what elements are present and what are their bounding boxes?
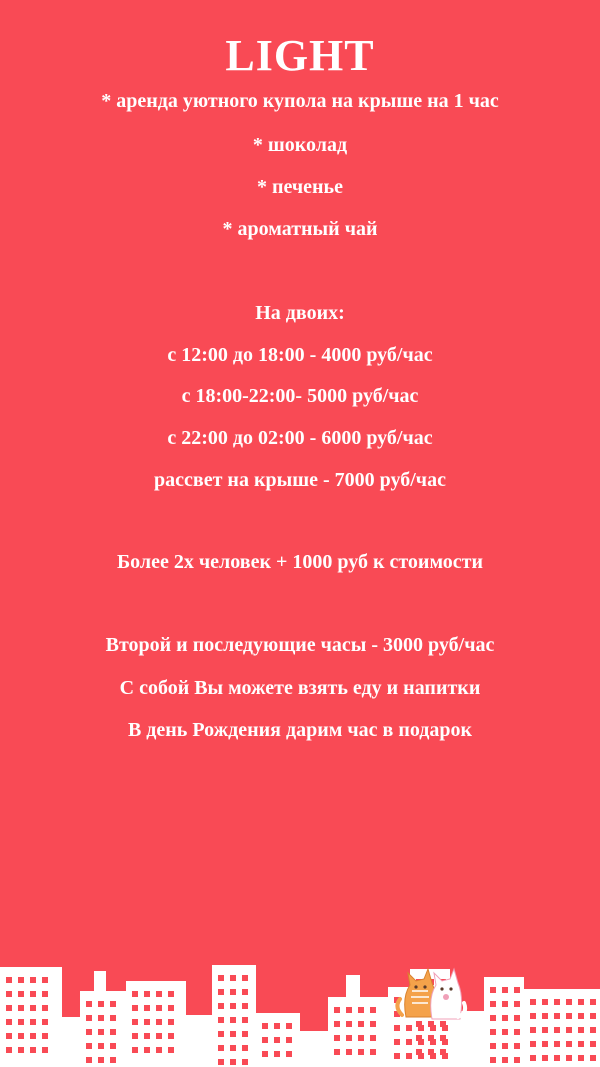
window	[168, 1033, 174, 1039]
window	[230, 1017, 236, 1023]
window	[370, 1021, 376, 1027]
window	[370, 1035, 376, 1041]
window	[358, 1007, 364, 1013]
window	[132, 1005, 138, 1011]
window	[530, 1027, 536, 1033]
window	[554, 999, 560, 1005]
window	[578, 1027, 584, 1033]
window	[30, 1019, 36, 1025]
building	[186, 1015, 212, 1067]
window	[262, 1023, 268, 1029]
window	[98, 1043, 104, 1049]
window	[490, 1043, 496, 1049]
window	[358, 1021, 364, 1027]
window	[578, 1041, 584, 1047]
window	[590, 1013, 596, 1019]
window	[514, 1015, 520, 1021]
window	[230, 1003, 236, 1009]
include-item-chocolate: * шоколад	[252, 134, 348, 156]
package-title: LIGHT	[225, 31, 375, 80]
window	[242, 1059, 248, 1065]
window	[110, 1001, 116, 1007]
window	[416, 1035, 422, 1041]
window	[542, 999, 548, 1005]
window	[428, 1049, 434, 1055]
include-item-tea: * ароматный чай	[222, 218, 378, 240]
include-item-dome-rental: * аренда уютного купола на крыше на 1 час	[101, 90, 499, 112]
building	[62, 1017, 80, 1067]
window	[530, 1013, 536, 1019]
window	[110, 1057, 116, 1063]
window	[218, 1031, 224, 1037]
window	[440, 1021, 446, 1027]
price-row: с 12:00 до 18:00 - 4000 руб/час	[167, 344, 433, 366]
window	[42, 977, 48, 983]
window	[132, 1033, 138, 1039]
window	[6, 1019, 12, 1025]
window	[334, 1007, 340, 1013]
window	[98, 1015, 104, 1021]
window	[18, 1019, 24, 1025]
window	[30, 977, 36, 983]
price-row: с 22:00 до 02:00 - 6000 руб/час	[167, 427, 433, 449]
window	[514, 1001, 520, 1007]
window	[530, 1041, 536, 1047]
window	[286, 1037, 292, 1043]
window	[156, 1019, 162, 1025]
window	[542, 1041, 548, 1047]
window	[346, 1007, 352, 1013]
window	[502, 1057, 508, 1063]
window	[230, 1059, 236, 1065]
window	[590, 1041, 596, 1047]
window	[218, 1017, 224, 1023]
window	[86, 1043, 92, 1049]
window	[218, 1003, 224, 1009]
window	[502, 987, 508, 993]
window	[542, 1027, 548, 1033]
window	[98, 1057, 104, 1063]
window	[578, 1013, 584, 1019]
window	[132, 1047, 138, 1053]
window	[502, 1001, 508, 1007]
window	[42, 1005, 48, 1011]
window	[370, 1007, 376, 1013]
window	[156, 1047, 162, 1053]
window	[218, 989, 224, 995]
window	[502, 1015, 508, 1021]
window	[566, 1055, 572, 1061]
note-line: С собой Вы можете взять еду и напитки	[119, 677, 481, 699]
window	[428, 1035, 434, 1041]
window	[286, 1051, 292, 1057]
window	[490, 987, 496, 993]
window	[566, 1027, 572, 1033]
price-row: рассвет на крыше - 7000 руб/час	[154, 469, 446, 491]
window	[18, 977, 24, 983]
window	[18, 1005, 24, 1011]
window	[168, 991, 174, 997]
window	[42, 1047, 48, 1053]
window	[554, 1041, 560, 1047]
window	[156, 991, 162, 997]
window	[218, 1059, 224, 1065]
note-line: Второй и последующие часы - 3000 руб/час	[105, 634, 495, 656]
window	[230, 975, 236, 981]
window	[334, 1021, 340, 1027]
window	[346, 1035, 352, 1041]
window	[98, 1029, 104, 1035]
window	[566, 1013, 572, 1019]
window	[416, 1021, 422, 1027]
window	[370, 1049, 376, 1055]
window	[514, 987, 520, 993]
window	[566, 1041, 572, 1047]
window	[144, 1019, 150, 1025]
window	[334, 1035, 340, 1041]
window	[406, 1025, 412, 1031]
window	[346, 1021, 352, 1027]
window	[86, 1029, 92, 1035]
window	[110, 1015, 116, 1021]
window	[274, 1023, 280, 1029]
window	[514, 1029, 520, 1035]
window	[168, 1005, 174, 1011]
window	[156, 1033, 162, 1039]
pricing-heading: На двоих:	[255, 302, 345, 324]
window	[242, 1017, 248, 1023]
window	[144, 1033, 150, 1039]
window	[86, 1001, 92, 1007]
window	[590, 1055, 596, 1061]
window	[358, 1049, 364, 1055]
window	[554, 1027, 560, 1033]
window	[502, 1043, 508, 1049]
window	[242, 975, 248, 981]
window	[554, 1013, 560, 1019]
window	[6, 977, 12, 983]
window	[490, 1001, 496, 1007]
window	[286, 1023, 292, 1029]
window	[144, 1005, 150, 1011]
window	[30, 1005, 36, 1011]
window	[274, 1037, 280, 1043]
window	[394, 1039, 400, 1045]
note-line: В день Рождения дарим час в подарок	[127, 719, 473, 741]
window	[514, 1043, 520, 1049]
window	[18, 1047, 24, 1053]
window	[406, 1039, 412, 1045]
window	[42, 1019, 48, 1025]
window	[490, 1029, 496, 1035]
window	[218, 1045, 224, 1051]
window	[262, 1051, 268, 1057]
window	[242, 1031, 248, 1037]
window	[590, 999, 596, 1005]
window	[394, 1053, 400, 1059]
window	[346, 1049, 352, 1055]
window	[514, 1057, 520, 1063]
window	[132, 1019, 138, 1025]
window	[144, 1047, 150, 1053]
building	[300, 1031, 328, 1067]
window	[230, 1045, 236, 1051]
window	[42, 1033, 48, 1039]
city-skyline-illustration	[0, 957, 600, 1067]
price-row: с 18:00-22:00- 5000 руб/час	[181, 385, 419, 407]
window	[86, 1015, 92, 1021]
window	[242, 1045, 248, 1051]
window	[440, 1049, 446, 1055]
window	[6, 1033, 12, 1039]
window	[132, 991, 138, 997]
window	[110, 1029, 116, 1035]
window	[30, 991, 36, 997]
window	[554, 1055, 560, 1061]
window	[168, 1019, 174, 1025]
include-item-cookies: * печенье	[256, 176, 344, 198]
window	[218, 975, 224, 981]
window	[156, 1005, 162, 1011]
window	[542, 1055, 548, 1061]
window	[578, 1055, 584, 1061]
window	[42, 991, 48, 997]
window	[578, 999, 584, 1005]
window	[358, 1035, 364, 1041]
window	[590, 1027, 596, 1033]
window	[6, 1047, 12, 1053]
window	[30, 1033, 36, 1039]
window	[98, 1001, 104, 1007]
window	[262, 1037, 268, 1043]
window	[530, 999, 536, 1005]
extra-people-note: Более 2х человек + 1000 руб к стоимости	[116, 551, 484, 573]
building	[458, 1011, 484, 1067]
window	[18, 991, 24, 997]
window	[440, 1035, 446, 1041]
window	[18, 1033, 24, 1039]
window	[6, 1005, 12, 1011]
window	[566, 999, 572, 1005]
window	[406, 1053, 412, 1059]
window	[86, 1057, 92, 1063]
window	[30, 1047, 36, 1053]
window	[242, 989, 248, 995]
window	[490, 1015, 496, 1021]
window	[230, 1031, 236, 1037]
window	[168, 1047, 174, 1053]
window	[242, 1003, 248, 1009]
window	[144, 991, 150, 997]
window	[334, 1049, 340, 1055]
window	[502, 1029, 508, 1035]
window	[530, 1055, 536, 1061]
window	[416, 1049, 422, 1055]
window	[428, 1021, 434, 1027]
window	[490, 1057, 496, 1063]
window	[274, 1051, 280, 1057]
window	[230, 989, 236, 995]
window	[110, 1043, 116, 1049]
window	[542, 1013, 548, 1019]
window	[394, 1025, 400, 1031]
window	[6, 991, 12, 997]
